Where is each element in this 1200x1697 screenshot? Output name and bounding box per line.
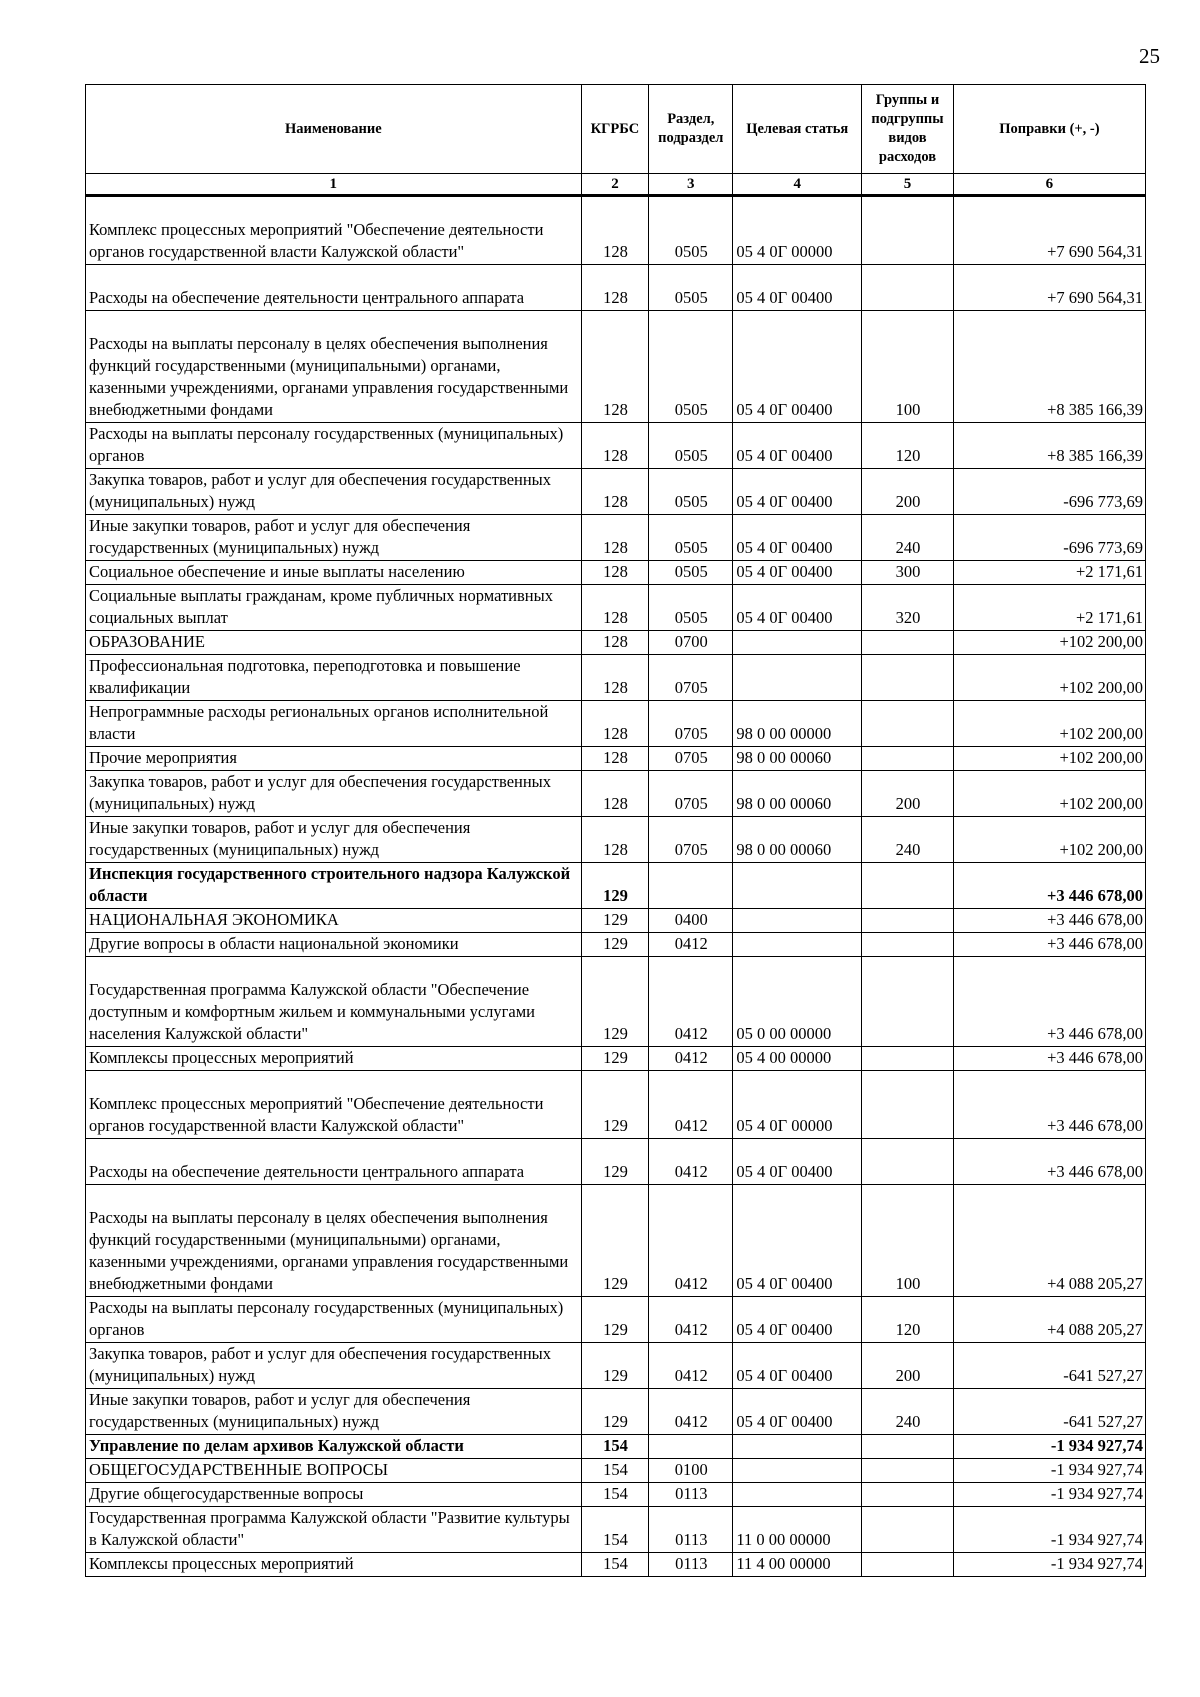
row-kgrbs-cell: 129 bbox=[581, 1185, 649, 1297]
row-target-cell: 05 4 0Г 00400 bbox=[733, 561, 862, 585]
row-section-cell: 0412 bbox=[649, 1139, 733, 1185]
row-amount-cell: +8 385 166,39 bbox=[953, 311, 1145, 423]
row-kgrbs-cell: 128 bbox=[581, 631, 649, 655]
row-section-cell: 0113 bbox=[649, 1553, 733, 1577]
row-section-cell: 0505 bbox=[649, 423, 733, 469]
row-target-cell: 05 4 0Г 00400 bbox=[733, 265, 862, 311]
table-row bbox=[86, 701, 1146, 747]
header-target: Целевая статья bbox=[733, 85, 862, 174]
table-row bbox=[86, 1483, 1146, 1507]
row-kgrbs-cell: 129 bbox=[581, 1343, 649, 1389]
row-target-cell: 98 0 00 00060 bbox=[733, 747, 862, 771]
row-group-cell: 240 bbox=[862, 817, 954, 863]
row-target-cell: 05 4 0Г 00400 bbox=[733, 1139, 862, 1185]
row-target-cell bbox=[733, 909, 862, 933]
row-group-cell: 300 bbox=[862, 561, 954, 585]
row-kgrbs-cell: 154 bbox=[581, 1483, 649, 1507]
column-number: 1 bbox=[86, 174, 582, 196]
row-section-cell: 0505 bbox=[649, 515, 733, 561]
table-row bbox=[86, 265, 1146, 311]
row-section-cell: 0505 bbox=[649, 561, 733, 585]
row-target-cell bbox=[733, 1459, 862, 1483]
row-kgrbs-cell: 129 bbox=[581, 1071, 649, 1139]
row-section-cell: 0412 bbox=[649, 1389, 733, 1435]
table-row bbox=[86, 585, 1146, 631]
row-target-cell: 05 4 0Г 00400 bbox=[733, 515, 862, 561]
row-name-cell: Прочие мероприятия bbox=[86, 747, 582, 771]
row-name-cell: Непрограммные расходы региональных органов исполнительной власти bbox=[86, 701, 582, 747]
row-target-cell: 05 4 0Г 00400 bbox=[733, 1389, 862, 1435]
row-kgrbs-cell: 129 bbox=[581, 863, 649, 909]
row-section-cell: 0412 bbox=[649, 1343, 733, 1389]
row-section-cell: 0113 bbox=[649, 1483, 733, 1507]
row-group-cell bbox=[862, 909, 954, 933]
row-group-cell bbox=[862, 1047, 954, 1071]
row-kgrbs-cell: 128 bbox=[581, 196, 649, 265]
row-name-cell: Расходы на выплаты персоналу в целях обеспечения выполнения функций государственными (муниципальными) органами, казенными учреждениями, органами управления государственными внебюджетными фондами bbox=[86, 1185, 582, 1297]
row-name-cell: Государственная программа Калужской области "Развитие культуры в Калужской области" bbox=[86, 1507, 582, 1553]
table-row bbox=[86, 771, 1146, 817]
table-row bbox=[86, 863, 1146, 909]
row-kgrbs-cell: 129 bbox=[581, 909, 649, 933]
row-target-cell bbox=[733, 1483, 862, 1507]
row-amount-cell: +102 200,00 bbox=[953, 747, 1145, 771]
row-target-cell: 05 4 0Г 00400 bbox=[733, 311, 862, 423]
row-amount-cell: -1 934 927,74 bbox=[953, 1483, 1145, 1507]
row-kgrbs-cell: 128 bbox=[581, 311, 649, 423]
table-row bbox=[86, 196, 1146, 265]
row-amount-cell: +102 200,00 bbox=[953, 655, 1145, 701]
table-body bbox=[86, 196, 1146, 1577]
row-section-cell: 0705 bbox=[649, 747, 733, 771]
row-name-cell: Социальные выплаты гражданам, кроме публичных нормативных социальных выплат bbox=[86, 585, 582, 631]
row-kgrbs-cell: 128 bbox=[581, 265, 649, 311]
row-amount-cell: +3 446 678,00 bbox=[953, 863, 1145, 909]
table-row bbox=[86, 1507, 1146, 1553]
row-group-cell bbox=[862, 863, 954, 909]
row-name-cell: Расходы на выплаты персоналу государственных (муниципальных) органов bbox=[86, 1297, 582, 1343]
row-amount-cell: +3 446 678,00 bbox=[953, 933, 1145, 957]
row-group-cell bbox=[862, 701, 954, 747]
row-name-cell: Закупка товаров, работ и услуг для обеспечения государственных (муниципальных) нужд bbox=[86, 1343, 582, 1389]
row-kgrbs-cell: 154 bbox=[581, 1553, 649, 1577]
row-amount-cell: +2 171,61 bbox=[953, 561, 1145, 585]
row-section-cell: 0505 bbox=[649, 196, 733, 265]
row-section-cell: 0705 bbox=[649, 655, 733, 701]
row-kgrbs-cell: 128 bbox=[581, 469, 649, 515]
column-number: 2 bbox=[581, 174, 649, 196]
row-kgrbs-cell: 129 bbox=[581, 1389, 649, 1435]
row-amount-cell: -1 934 927,74 bbox=[953, 1507, 1145, 1553]
row-target-cell bbox=[733, 1435, 862, 1459]
row-section-cell: 0705 bbox=[649, 701, 733, 747]
row-target-cell: 05 4 0Г 00400 bbox=[733, 1297, 862, 1343]
row-section-cell: 0412 bbox=[649, 933, 733, 957]
row-section-cell: 0412 bbox=[649, 1185, 733, 1297]
table-row bbox=[86, 1185, 1146, 1297]
row-amount-cell: +102 200,00 bbox=[953, 701, 1145, 747]
row-target-cell bbox=[733, 631, 862, 655]
row-kgrbs-cell: 128 bbox=[581, 655, 649, 701]
row-kgrbs-cell: 129 bbox=[581, 957, 649, 1047]
row-section-cell: 0412 bbox=[649, 1297, 733, 1343]
row-group-cell bbox=[862, 1139, 954, 1185]
row-amount-cell: +2 171,61 bbox=[953, 585, 1145, 631]
row-group-cell: 200 bbox=[862, 1343, 954, 1389]
row-group-cell: 100 bbox=[862, 1185, 954, 1297]
row-target-cell: 05 4 0Г 00400 bbox=[733, 585, 862, 631]
row-group-cell: 240 bbox=[862, 515, 954, 561]
row-target-cell bbox=[733, 655, 862, 701]
row-section-cell bbox=[649, 1435, 733, 1459]
row-kgrbs-cell: 154 bbox=[581, 1459, 649, 1483]
table-row bbox=[86, 423, 1146, 469]
row-name-cell: Иные закупки товаров, работ и услуг для обеспечения государственных (муниципальных) нужд bbox=[86, 1389, 582, 1435]
row-amount-cell: +4 088 205,27 bbox=[953, 1297, 1145, 1343]
row-group-cell: 120 bbox=[862, 423, 954, 469]
column-number-row bbox=[86, 174, 1146, 196]
row-amount-cell: +4 088 205,27 bbox=[953, 1185, 1145, 1297]
row-group-cell: 200 bbox=[862, 469, 954, 515]
row-amount-cell: -1 934 927,74 bbox=[953, 1435, 1145, 1459]
row-target-cell: 98 0 00 00060 bbox=[733, 817, 862, 863]
row-kgrbs-cell: 154 bbox=[581, 1435, 649, 1459]
row-amount-cell: +3 446 678,00 bbox=[953, 909, 1145, 933]
row-amount-cell: -641 527,27 bbox=[953, 1343, 1145, 1389]
row-amount-cell: +3 446 678,00 bbox=[953, 1071, 1145, 1139]
row-name-cell: Комплексы процессных мероприятий bbox=[86, 1553, 582, 1577]
row-group-cell: 100 bbox=[862, 311, 954, 423]
row-section-cell bbox=[649, 863, 733, 909]
row-section-cell: 0412 bbox=[649, 1071, 733, 1139]
table-row bbox=[86, 1297, 1146, 1343]
row-name-cell: Расходы на выплаты персоналу в целях обеспечения выполнения функций государственными (муниципальными) органами, казенными учреждениями, органами управления государственными внебюджетными фондами bbox=[86, 311, 582, 423]
row-target-cell: 05 4 0Г 00400 bbox=[733, 1185, 862, 1297]
row-name-cell: Государственная программа Калужской области "Обеспечение доступным и комфортным жильем и коммунальными услугами населения Калужской области" bbox=[86, 957, 582, 1047]
row-name-cell: Социальное обеспечение и иные выплаты населению bbox=[86, 561, 582, 585]
column-number: 3 bbox=[649, 174, 733, 196]
column-number: 5 bbox=[862, 174, 954, 196]
row-name-cell: Комплекс процессных мероприятий "Обеспечение деятельности органов государственной власти Калужской области" bbox=[86, 1071, 582, 1139]
row-target-cell: 98 0 00 00060 bbox=[733, 771, 862, 817]
table-row bbox=[86, 747, 1146, 771]
row-group-cell: 120 bbox=[862, 1297, 954, 1343]
row-name-cell: Комплекс процессных мероприятий "Обеспечение деятельности органов государственной власти Калужской области" bbox=[86, 196, 582, 265]
row-group-cell bbox=[862, 196, 954, 265]
row-amount-cell: +3 446 678,00 bbox=[953, 1047, 1145, 1071]
row-kgrbs-cell: 129 bbox=[581, 933, 649, 957]
table-row bbox=[86, 1139, 1146, 1185]
table-row bbox=[86, 1435, 1146, 1459]
row-target-cell: 11 0 00 00000 bbox=[733, 1507, 862, 1553]
row-group-cell bbox=[862, 747, 954, 771]
row-kgrbs-cell: 128 bbox=[581, 585, 649, 631]
row-section-cell: 0100 bbox=[649, 1459, 733, 1483]
row-group-cell bbox=[862, 1071, 954, 1139]
row-amount-cell: -1 934 927,74 bbox=[953, 1459, 1145, 1483]
table-row bbox=[86, 515, 1146, 561]
row-target-cell: 05 4 0Г 00400 bbox=[733, 423, 862, 469]
row-target-cell: 98 0 00 00000 bbox=[733, 701, 862, 747]
row-name-cell: Расходы на обеспечение деятельности центрального аппарата bbox=[86, 265, 582, 311]
table-row bbox=[86, 1553, 1146, 1577]
table-row bbox=[86, 909, 1146, 933]
row-name-cell: Иные закупки товаров, работ и услуг для обеспечения государственных (муниципальных) нужд bbox=[86, 515, 582, 561]
header-amendments: Поправки (+, -) bbox=[953, 85, 1145, 174]
row-name-cell: Закупка товаров, работ и услуг для обеспечения государственных (муниципальных) нужд bbox=[86, 469, 582, 515]
row-name-cell: Расходы на выплаты персоналу государственных (муниципальных) органов bbox=[86, 423, 582, 469]
row-kgrbs-cell: 128 bbox=[581, 561, 649, 585]
row-target-cell bbox=[733, 933, 862, 957]
table-row bbox=[86, 933, 1146, 957]
row-group-cell bbox=[862, 933, 954, 957]
row-group-cell bbox=[862, 1483, 954, 1507]
row-group-cell bbox=[862, 1507, 954, 1553]
row-name-cell: Другие вопросы в области национальной экономики bbox=[86, 933, 582, 957]
row-section-cell: 0705 bbox=[649, 771, 733, 817]
row-section-cell: 0505 bbox=[649, 585, 733, 631]
table-row bbox=[86, 1343, 1146, 1389]
header-name: Наименование bbox=[86, 85, 582, 174]
row-group-cell bbox=[862, 1459, 954, 1483]
table-row bbox=[86, 655, 1146, 701]
row-name-cell: Управление по делам архивов Калужской области bbox=[86, 1435, 582, 1459]
row-amount-cell: +3 446 678,00 bbox=[953, 1139, 1145, 1185]
row-target-cell: 05 4 0Г 00000 bbox=[733, 196, 862, 265]
table-row bbox=[86, 1459, 1146, 1483]
row-name-cell: ОБРАЗОВАНИЕ bbox=[86, 631, 582, 655]
row-group-cell bbox=[862, 1435, 954, 1459]
table-row bbox=[86, 469, 1146, 515]
row-target-cell bbox=[733, 863, 862, 909]
header-kgrbs: КГРБС bbox=[581, 85, 649, 174]
row-kgrbs-cell: 154 bbox=[581, 1507, 649, 1553]
table-row bbox=[86, 1047, 1146, 1071]
row-name-cell: Другие общегосударственные вопросы bbox=[86, 1483, 582, 1507]
row-group-cell bbox=[862, 655, 954, 701]
row-name-cell: Комплексы процессных мероприятий bbox=[86, 1047, 582, 1071]
row-group-cell bbox=[862, 631, 954, 655]
row-group-cell bbox=[862, 265, 954, 311]
row-kgrbs-cell: 128 bbox=[581, 515, 649, 561]
table-row bbox=[86, 631, 1146, 655]
row-target-cell: 05 0 00 00000 bbox=[733, 957, 862, 1047]
row-kgrbs-cell: 128 bbox=[581, 817, 649, 863]
row-kgrbs-cell: 128 bbox=[581, 771, 649, 817]
row-amount-cell: +7 690 564,31 bbox=[953, 196, 1145, 265]
row-name-cell: Профессиональная подготовка, переподготовка и повышение квалификации bbox=[86, 655, 582, 701]
column-number: 6 bbox=[953, 174, 1145, 196]
header-section: Раздел, подраздел bbox=[649, 85, 733, 174]
row-amount-cell: -696 773,69 bbox=[953, 515, 1145, 561]
row-amount-cell: +3 446 678,00 bbox=[953, 957, 1145, 1047]
budget-amendments-table bbox=[85, 84, 1146, 1577]
row-group-cell: 200 bbox=[862, 771, 954, 817]
table-row bbox=[86, 561, 1146, 585]
table-row bbox=[86, 1071, 1146, 1139]
row-amount-cell: +7 690 564,31 bbox=[953, 265, 1145, 311]
row-section-cell: 0505 bbox=[649, 265, 733, 311]
row-target-cell: 05 4 00 00000 bbox=[733, 1047, 862, 1071]
row-name-cell: Инспекция государственного строительного надзора Калужской области bbox=[86, 863, 582, 909]
row-kgrbs-cell: 129 bbox=[581, 1047, 649, 1071]
row-amount-cell: +102 200,00 bbox=[953, 631, 1145, 655]
row-target-cell: 05 4 0Г 00400 bbox=[733, 1343, 862, 1389]
column-number: 4 bbox=[733, 174, 862, 196]
row-target-cell: 11 4 00 00000 bbox=[733, 1553, 862, 1577]
row-section-cell: 0505 bbox=[649, 469, 733, 515]
table-row bbox=[86, 817, 1146, 863]
row-section-cell: 0700 bbox=[649, 631, 733, 655]
row-section-cell: 0412 bbox=[649, 957, 733, 1047]
row-group-cell bbox=[862, 1553, 954, 1577]
row-name-cell: НАЦИОНАЛЬНАЯ ЭКОНОМИКА bbox=[86, 909, 582, 933]
row-amount-cell: +8 385 166,39 bbox=[953, 423, 1145, 469]
row-amount-cell: +102 200,00 bbox=[953, 771, 1145, 817]
row-amount-cell: +102 200,00 bbox=[953, 817, 1145, 863]
row-name-cell: ОБЩЕГОСУДАРСТВЕННЫЕ ВОПРОСЫ bbox=[86, 1459, 582, 1483]
row-section-cell: 0400 bbox=[649, 909, 733, 933]
row-name-cell: Расходы на обеспечение деятельности центрального аппарата bbox=[86, 1139, 582, 1185]
row-section-cell: 0705 bbox=[649, 817, 733, 863]
header-row bbox=[86, 85, 1146, 174]
row-name-cell: Иные закупки товаров, работ и услуг для обеспечения государственных (муниципальных) нужд bbox=[86, 817, 582, 863]
row-section-cell: 0113 bbox=[649, 1507, 733, 1553]
header-groups: Группы и подгруппы видов расходов bbox=[862, 85, 954, 174]
table-row bbox=[86, 311, 1146, 423]
row-kgrbs-cell: 128 bbox=[581, 701, 649, 747]
row-group-cell bbox=[862, 957, 954, 1047]
row-group-cell: 240 bbox=[862, 1389, 954, 1435]
row-amount-cell: -641 527,27 bbox=[953, 1389, 1145, 1435]
page-number: 25 bbox=[1139, 44, 1160, 68]
table-row bbox=[86, 957, 1146, 1047]
row-target-cell: 05 4 0Г 00000 bbox=[733, 1071, 862, 1139]
row-amount-cell: -696 773,69 bbox=[953, 469, 1145, 515]
row-section-cell: 0505 bbox=[649, 311, 733, 423]
row-amount-cell: -1 934 927,74 bbox=[953, 1553, 1145, 1577]
row-kgrbs-cell: 128 bbox=[581, 747, 649, 771]
row-name-cell: Закупка товаров, работ и услуг для обеспечения государственных (муниципальных) нужд bbox=[86, 771, 582, 817]
table-row bbox=[86, 1389, 1146, 1435]
row-section-cell: 0412 bbox=[649, 1047, 733, 1071]
row-kgrbs-cell: 128 bbox=[581, 423, 649, 469]
row-target-cell: 05 4 0Г 00400 bbox=[733, 469, 862, 515]
row-kgrbs-cell: 129 bbox=[581, 1297, 649, 1343]
row-kgrbs-cell: 129 bbox=[581, 1139, 649, 1185]
row-group-cell: 320 bbox=[862, 585, 954, 631]
